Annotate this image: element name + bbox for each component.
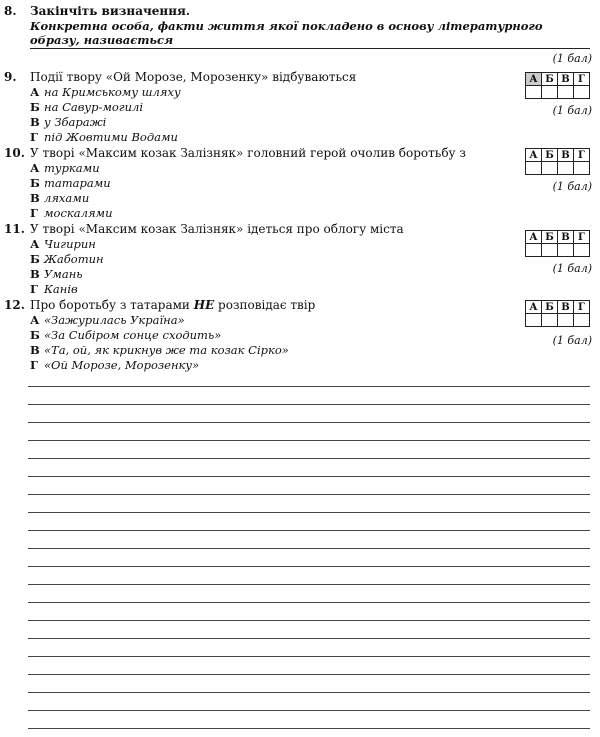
question-number: 8.	[4, 4, 17, 18]
answer-cell[interactable]	[526, 86, 542, 99]
grid-c: В	[558, 73, 574, 86]
option-c: В «Та, ой, як крикнув же та козак Сірко»	[30, 343, 289, 357]
answer-cell[interactable]	[574, 86, 590, 99]
writing-line[interactable]	[28, 548, 590, 549]
answer-cell[interactable]	[574, 162, 590, 175]
option-b: Б «За Сибіром сонце сходить»	[30, 328, 222, 342]
answer-cell[interactable]	[558, 86, 574, 99]
option-b: Б татарами	[30, 176, 111, 190]
question-title: Закінчіть визначення.	[30, 4, 191, 18]
writing-line[interactable]	[28, 404, 590, 405]
definition-prompt: Конкретна особа, факти життя якої покладено в основу літературного образу, називається	[30, 19, 543, 47]
writing-line[interactable]	[28, 494, 590, 495]
score-label: (1 бал)	[552, 334, 592, 347]
writing-line[interactable]	[28, 710, 590, 711]
answer-cell[interactable]	[526, 162, 542, 175]
question-9	[4, 70, 594, 145]
writing-line[interactable]	[28, 692, 590, 693]
grid-a: А	[526, 73, 542, 86]
answer-line[interactable]	[30, 48, 590, 49]
option-b: Б Жаботин	[30, 252, 104, 266]
answer-grid[interactable]	[525, 300, 590, 327]
option-a: А «Зажурилась Україна»	[30, 313, 185, 327]
grid-d: Г	[574, 73, 590, 86]
option-a: А Чигирин	[30, 237, 96, 251]
grid-d: Г	[574, 231, 590, 244]
question-title-start: Про боротьбу з татарами	[30, 298, 194, 312]
question-number: 9.	[4, 70, 17, 84]
grid-a: А	[526, 301, 542, 314]
option-d: Г москалями	[30, 206, 113, 220]
question-title: У творі «Максим козак Залізняк» головний герой очолив боротьбу з	[30, 146, 466, 160]
writing-line[interactable]	[28, 602, 590, 603]
score-label: (1 бал)	[552, 262, 592, 275]
score-label: (1 бал)	[552, 180, 592, 193]
grid-d: Г	[574, 149, 590, 162]
answer-cell[interactable]	[542, 86, 558, 99]
grid-b: Б	[542, 73, 558, 86]
writing-line[interactable]	[28, 440, 590, 441]
answer-cell[interactable]	[542, 314, 558, 327]
answer-cell[interactable]	[526, 244, 542, 257]
option-c: В у Збаражі	[30, 115, 107, 129]
question-title-end: розповідає твір	[214, 298, 316, 312]
answer-cell[interactable]	[526, 314, 542, 327]
grid-c: В	[558, 149, 574, 162]
writing-line[interactable]	[28, 656, 590, 657]
score-label: (1 бал)	[552, 52, 592, 65]
question-10	[4, 146, 594, 221]
writing-line[interactable]	[28, 674, 590, 675]
option-c: В Умань	[30, 267, 83, 281]
question-number: 10.	[4, 146, 25, 160]
answer-cell[interactable]	[574, 314, 590, 327]
writing-line[interactable]	[28, 584, 590, 585]
answer-grid[interactable]	[525, 230, 590, 257]
writing-line[interactable]	[28, 566, 590, 567]
grid-b: Б	[542, 231, 558, 244]
writing-line[interactable]	[28, 476, 590, 477]
question-12	[4, 298, 594, 373]
writing-line[interactable]	[28, 530, 590, 531]
option-d: Г Канів	[30, 282, 78, 296]
answer-cell[interactable]	[542, 162, 558, 175]
writing-line[interactable]	[28, 620, 590, 621]
option-d: Г «Ой Морозе, Морозенку»	[30, 358, 200, 372]
question-number: 11.	[4, 222, 25, 236]
writing-line[interactable]	[28, 458, 590, 459]
question-8	[4, 4, 594, 47]
option-b: Б на Савур-могилі	[30, 100, 144, 114]
option-a: А на Кримському шляху	[30, 85, 181, 99]
writing-line[interactable]	[28, 386, 590, 387]
grid-a: А	[526, 231, 542, 244]
option-d: Г під Жовтими Водами	[30, 130, 178, 144]
question-title: Події твору «Ой Морозе, Морозенку» відбуваються	[30, 70, 357, 84]
grid-a: А	[526, 149, 542, 162]
answer-cell[interactable]	[574, 244, 590, 257]
option-a: А турками	[30, 161, 100, 175]
writing-line[interactable]	[28, 638, 590, 639]
writing-line[interactable]	[28, 512, 590, 513]
answer-grid[interactable]	[525, 72, 590, 99]
question-title: У творі «Максим козак Залізняк» ідеться про облогу міста	[30, 222, 404, 236]
writing-line[interactable]	[28, 422, 590, 423]
answer-cell[interactable]	[558, 314, 574, 327]
writing-line[interactable]	[28, 728, 590, 729]
grid-b: Б	[542, 149, 558, 162]
grid-c: В	[558, 231, 574, 244]
question-11	[4, 222, 594, 297]
answer-cell[interactable]	[558, 244, 574, 257]
grid-b: Б	[542, 301, 558, 314]
answer-grid[interactable]	[525, 148, 590, 175]
score-label: (1 бал)	[552, 104, 592, 117]
answer-cell[interactable]	[558, 162, 574, 175]
answer-cell[interactable]	[542, 244, 558, 257]
grid-c: В	[558, 301, 574, 314]
option-c: В ляхами	[30, 191, 90, 205]
grid-d: Г	[574, 301, 590, 314]
question-number: 12.	[4, 298, 25, 312]
question-title-emphasis: НЕ	[193, 298, 215, 312]
